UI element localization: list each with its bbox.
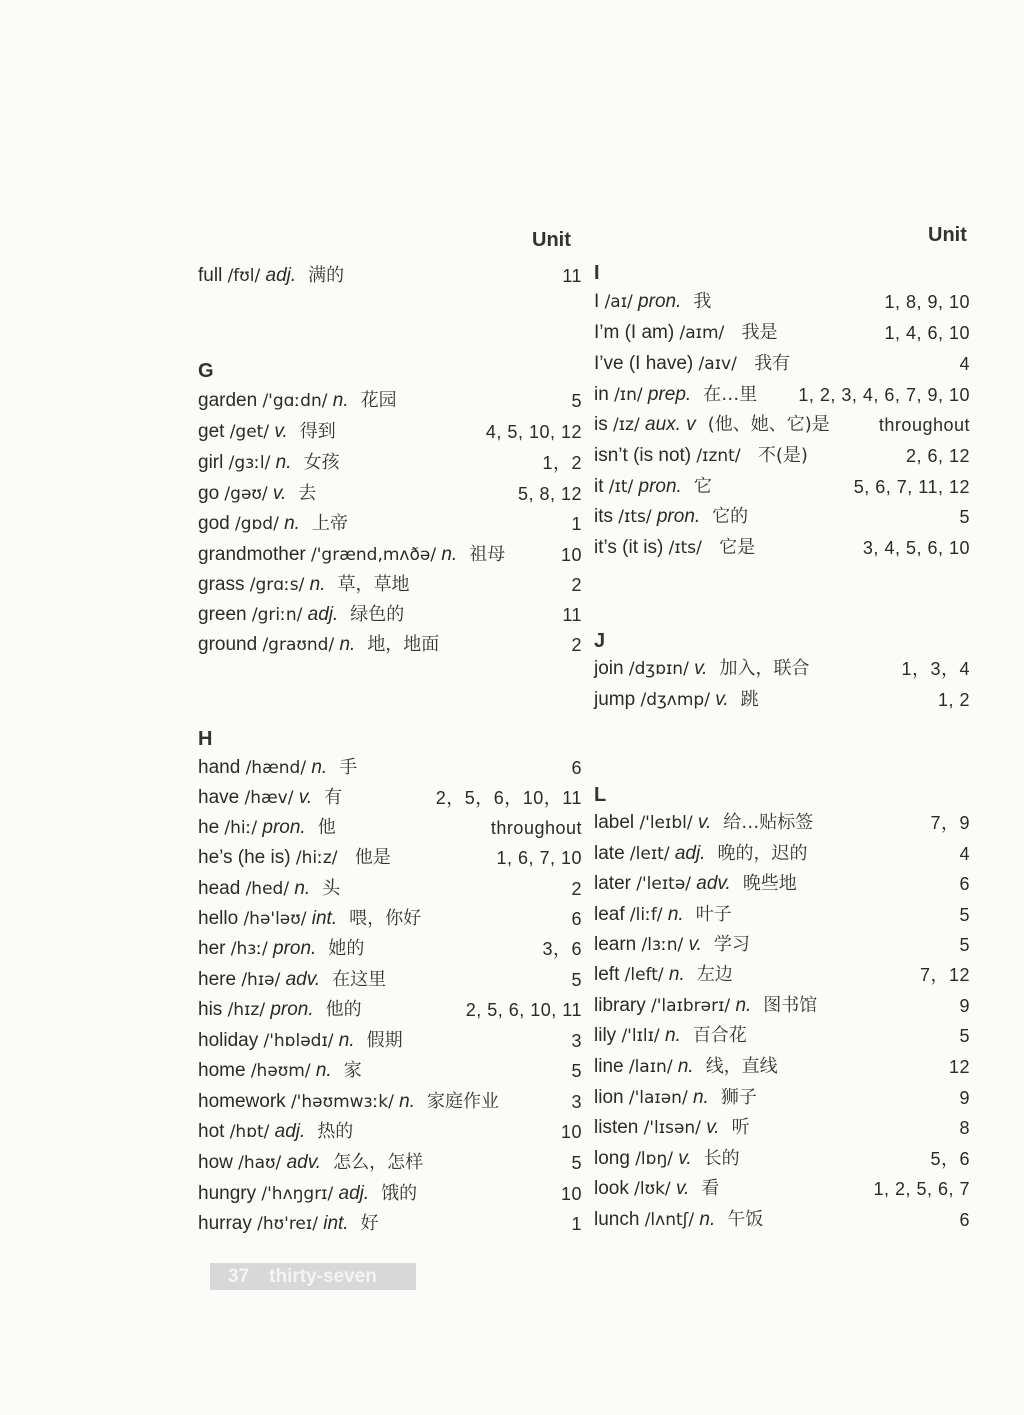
glossary-entry: is /ɪz/ aux. v (他、她、它)是 throughout xyxy=(594,414,970,435)
glossary-entry: left /left/ n. 左边 7，12 xyxy=(594,964,970,985)
glossary-entry: head /hed/ n. 头 2 xyxy=(198,878,582,899)
glossary-entry: its /ɪts/ pron. 它的 5 xyxy=(594,506,970,527)
glossary-entry: go /gəʊ/ v. 去 5, 8, 12 xyxy=(198,483,582,504)
glossary-entry: library /'laɪbrərɪ/ n. 图书馆 9 xyxy=(594,995,970,1016)
glossary-entry: I’ve (I have) /aɪv/ 我有 4 xyxy=(594,353,970,374)
page-number-bar xyxy=(210,1263,416,1290)
glossary-entry: I /aɪ/ pron. 我 1, 8, 9, 10 xyxy=(594,291,970,312)
glossary-entry: in /ɪn/ prep. 在…里 1, 2, 3, 4, 6, 7, 9, 10 xyxy=(594,384,970,405)
glossary-entry: later /'leɪtə/ adv. 晚些地 6 xyxy=(594,873,970,894)
section-letter-i: I xyxy=(594,262,600,284)
glossary-entry: her /hɜː/ pron. 她的 3，6 xyxy=(198,938,582,959)
glossary-entry: ground /graʊnd/ n. 地，地面 2 xyxy=(198,634,582,655)
glossary-entry: hungry /'hʌŋgrɪ/ adj. 饿的 10 xyxy=(198,1183,582,1204)
glossary-entry: isn’t (is not) /ɪznt/ 不(是) 2, 6, 12 xyxy=(594,445,970,466)
glossary-entry: holiday /'hɒlədɪ/ n. 假期 3 xyxy=(198,1030,582,1051)
glossary-entry: look /lʊk/ v. 看 1, 2, 5, 6, 7 xyxy=(594,1178,970,1199)
glossary-entry: lion /'laɪən/ n. 狮子 9 xyxy=(594,1087,970,1108)
unit-column-header: Unit xyxy=(532,229,571,251)
glossary-entry: he /hiː/ pron. 他 throughout xyxy=(198,817,582,838)
glossary-entry: learn /lɜːn/ v. 学习 5 xyxy=(594,934,970,955)
glossary-entry: join /dʒɒɪn/ v. 加入，联合 1，3，4 xyxy=(594,658,970,679)
glossary-entry: get /get/ v. 得到 4, 5, 10, 12 xyxy=(198,421,582,442)
page-number-words: thirty-seven xyxy=(269,1266,377,1287)
page-number: 37 xyxy=(228,1266,250,1287)
glossary-entry: I’m (I am) /aɪm/ 我是 1, 4, 6, 10 xyxy=(594,322,970,343)
glossary-entry: leaf /liːf/ n. 叶子 5 xyxy=(594,904,970,925)
glossary-entry: hand /hænd/ n. 手 6 xyxy=(198,757,582,778)
glossary-entry: it’s (it is) /ɪts/ 它是 3, 4, 5, 6, 10 xyxy=(594,537,970,558)
glossary-entry: he’s (he is) /hiːz/ 他是 1, 6, 7, 10 xyxy=(198,847,582,868)
glossary-entry: god /gɒd/ n. 上帝 1 xyxy=(198,513,582,534)
glossary-entry: lily /'lɪlɪ/ n. 百合花 5 xyxy=(594,1025,970,1046)
glossary-entry: hurray /hʊ'reɪ/ int. 好 1 xyxy=(198,1213,582,1234)
section-letter-l: L xyxy=(594,784,607,806)
glossary-entry: home /həʊm/ n. 家 5 xyxy=(198,1060,582,1081)
glossary-entry: late /leɪt/ adj. 晚的，迟的 4 xyxy=(594,843,970,864)
glossary-entry: line /laɪn/ n. 线，直线 12 xyxy=(594,1056,970,1077)
glossary-entry: lunch /lʌntʃ/ n. 午饭 6 xyxy=(594,1209,970,1230)
glossary-entry: grandmother /'grænd,mʌðə/ n. 祖母 10 xyxy=(198,544,582,565)
glossary-entry: homework /'həʊmwɜːk/ n. 家庭作业 3 xyxy=(198,1091,582,1112)
glossary-entry: hot /hɒt/ adj. 热的 10 xyxy=(198,1121,582,1142)
glossary-entry: have /hæv/ v. 有 2，5，6，10，11 xyxy=(198,787,582,808)
section-letter-g: G xyxy=(198,360,214,382)
glossary-entry: it /ɪt/ pron. 它 5, 6, 7, 11, 12 xyxy=(594,476,970,497)
glossary-entry: grass /grɑːs/ n. 草，草地 2 xyxy=(198,574,582,595)
glossary-entry: girl /gɜːl/ n. 女孩 1，2 xyxy=(198,452,582,473)
glossary-entry: how /haʊ/ adv. 怎么，怎样 5 xyxy=(198,1152,582,1173)
unit-column-header: Unit xyxy=(928,224,967,246)
section-letter-h: H xyxy=(198,728,213,750)
section-letter-j: J xyxy=(594,630,606,652)
glossary-entry: label /'leɪbl/ v. 给…贴标签 7，9 xyxy=(594,812,970,833)
glossary-entry: here /hɪə/ adv. 在这里 5 xyxy=(198,969,582,990)
glossary-entry: garden /'gɑːdn/ n. 花园 5 xyxy=(198,390,582,411)
glossary-entry: his /hɪz/ pron. 他的 2, 5, 6, 10, 11 xyxy=(198,999,582,1020)
glossary-entry: full /fʊl/ adj. 满的 11 xyxy=(198,265,582,286)
glossary-entry: hello /hə'ləʊ/ int. 喂，你好 6 xyxy=(198,908,582,929)
glossary-entry: green /griːn/ adj. 绿色的 11 xyxy=(198,604,582,625)
glossary-entry: long /lɒŋ/ v. 长的 5，6 xyxy=(594,1148,970,1169)
glossary-entry: listen /'lɪsən/ v. 听 8 xyxy=(594,1117,970,1138)
glossary-entry: jump /dʒʌmp/ v. 跳 1, 2 xyxy=(594,689,970,710)
